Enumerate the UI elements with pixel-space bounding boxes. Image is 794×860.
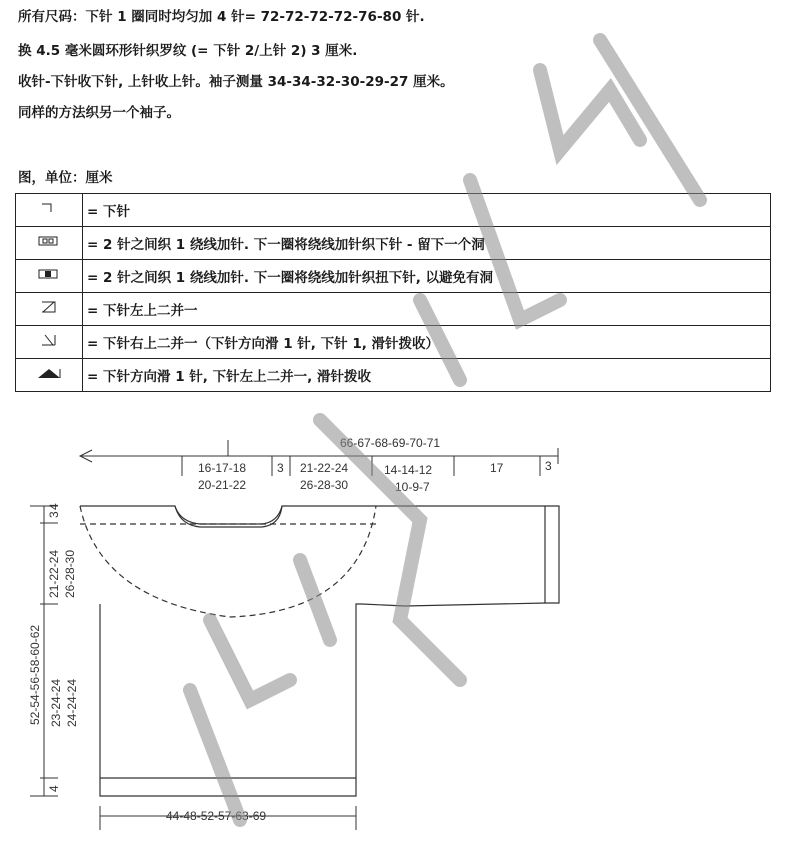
- legend-text: = 下针: [83, 194, 771, 227]
- left-top-label: 3: [47, 511, 61, 518]
- legend-text: = 2 针之间织 1 绕线加针. 下一圈将绕线加针织下针 - 留下一个洞: [83, 227, 771, 260]
- left-seg2-label: 4: [47, 503, 61, 510]
- top-seg1b-label: 20-21-22: [198, 478, 247, 492]
- garment-outline: [80, 506, 559, 796]
- bottom-width-label: 44-48-52-57-63-69: [166, 809, 267, 823]
- top-seg4b-label: 10-9-7: [395, 480, 430, 494]
- instruction-line-2: 换 4.5 毫米圆环形针织罗纹 (= 下针 2/上针 2) 3 厘米.: [18, 43, 358, 59]
- legend-text: = 下针左上二并一: [83, 293, 771, 326]
- top-seg6-label: 3: [545, 459, 552, 473]
- top-total-label: 66-67-68-69-70-71: [340, 436, 441, 450]
- top-seg3b-label: 26-28-30: [300, 478, 349, 492]
- legend-text: = 下针右上二并一（下针方向滑 1 针, 下针 1, 滑针拨收）: [83, 326, 771, 359]
- instruction-line-4: 同样的方法织另一个袖子。: [18, 105, 180, 121]
- left-seg3b-label: 26-28-30: [63, 549, 77, 598]
- left-total-label: 52-54-56-58-60-62: [28, 624, 42, 725]
- top-seg1a-label: 16-17-18: [198, 461, 247, 475]
- yoke-dashed-curve: [80, 506, 376, 617]
- top-seg5-label: 17: [490, 461, 504, 475]
- figure-caption: 图，单位：厘米: [18, 170, 113, 186]
- legend-text: = 2 针之间织 1 绕线加针. 下一圈将绕线加针织扭下针, 以避免有洞: [83, 260, 771, 293]
- top-seg3a-label: 21-22-24: [300, 461, 349, 475]
- legend-text: = 下针方向滑 1 针, 下针左上二并一, 滑针拨收: [83, 359, 771, 392]
- top-seg4a-label: 14-14-12: [384, 463, 433, 477]
- left-seg4a-label: 23-24-24: [49, 678, 63, 727]
- top-seg2-label: 3: [277, 461, 284, 475]
- instruction-line-1: 所有尺码：下针 1 圈同时均匀加 4 针= 72-72-72-72-76-80 针.: [18, 9, 425, 25]
- left-bottom-label: 4: [47, 785, 61, 792]
- instruction-line-3: 收针-下针收下针, 上针收上针。袖子测量 34-34-32-30-29-27 厘米。: [18, 74, 454, 90]
- left-seg4b-label: 24-24-24: [65, 678, 79, 727]
- left-seg3a-label: 21-22-24: [47, 549, 61, 598]
